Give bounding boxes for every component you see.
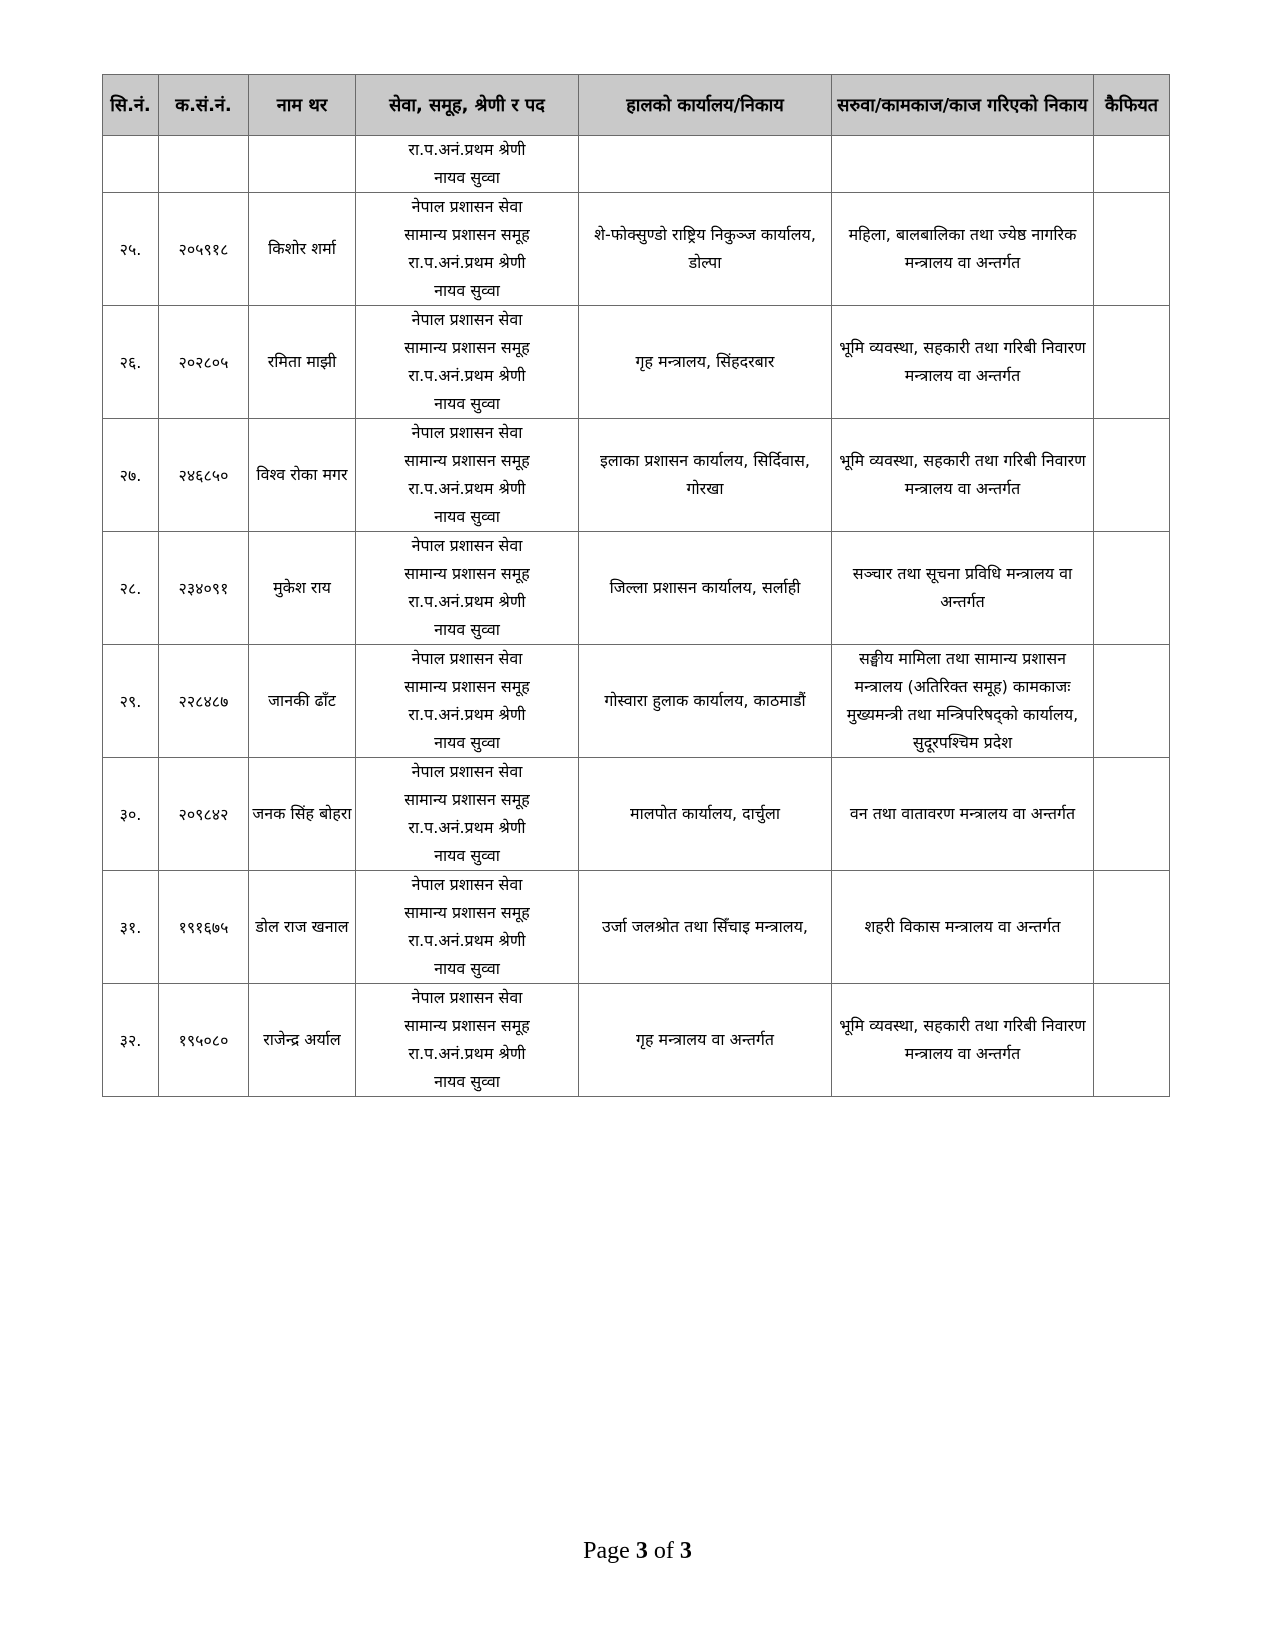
cell-code: २४६८५० xyxy=(159,419,249,532)
table-row xyxy=(103,871,1170,984)
post-line: रा.प.अनं.प्रथम श्रेणी xyxy=(408,705,526,724)
post-line: रा.प.अनं.प्रथम श्रेणी xyxy=(408,253,526,272)
cell-code xyxy=(159,136,249,193)
post-line: नेपाल प्रशासन सेवा xyxy=(411,875,523,894)
post-line: नायव सुव्वा xyxy=(434,394,500,413)
table-row xyxy=(103,193,1170,306)
cell-remarks xyxy=(1094,136,1170,193)
cell-code: २०२८०५ xyxy=(159,306,249,419)
cell-serial: २५. xyxy=(103,193,159,306)
table-row xyxy=(103,758,1170,871)
header-code: क.सं.नं. xyxy=(159,75,249,136)
post-line: नेपाल प्रशासन सेवा xyxy=(411,310,523,329)
header-current-office: हालको कार्यालय/निकाय xyxy=(579,75,832,136)
cell-serial: ३०. xyxy=(103,758,159,871)
header-serial: सि.नं. xyxy=(103,75,159,136)
post-line: सामान्य प्रशासन समूह xyxy=(404,903,530,922)
cell-name: रमिता माझी xyxy=(249,306,356,419)
post-line: सामान्य प्रशासन समूह xyxy=(404,790,530,809)
cell-remarks xyxy=(1094,645,1170,758)
cell-remarks xyxy=(1094,984,1170,1097)
cell-post xyxy=(356,419,579,532)
cell-current-office: गृह मन्त्रालय, सिंहदरबार xyxy=(579,306,832,419)
table-header-row xyxy=(103,75,1170,136)
cell-remarks xyxy=(1094,871,1170,984)
cell-post xyxy=(356,871,579,984)
post-line: सामान्य प्रशासन समूह xyxy=(404,338,530,357)
footer-current-page: 3 xyxy=(635,1538,648,1564)
header-post: सेवा, समूह, श्रेणी र पद xyxy=(356,75,579,136)
post-line: नायव सुव्वा xyxy=(434,620,500,639)
post-line: नेपाल प्रशासन सेवा xyxy=(411,762,523,781)
cell-transfer-office: भूमि व्यवस्था, सहकारी तथा गरिबी निवारण मन्त्रालय वा अन्तर्गत xyxy=(832,419,1094,532)
post-line: रा.प.अनं.प्रथम श्रेणी xyxy=(408,1044,526,1063)
cell-transfer-office: भूमि व्यवस्था, सहकारी तथा गरिबी निवारण मन्त्रालय वा अन्तर्गत xyxy=(832,984,1094,1097)
cell-code: १९५०८० xyxy=(159,984,249,1097)
cell-transfer-office: सङ्घीय मामिला तथा सामान्य प्रशासन मन्त्रालय (अतिरिक्त समूह) कामकाजः मुख्यमन्त्री तथा मन्त्रिपरिषद्को कार्यालय, सुदूरपश्चिम प्रदेश xyxy=(832,645,1094,758)
post-line: नेपाल प्रशासन सेवा xyxy=(411,988,523,1007)
cell-transfer-office: भूमि व्यवस्था, सहकारी तथा गरिबी निवारण मन्त्रालय वा अन्तर्गत xyxy=(832,306,1094,419)
cell-name: विश्व रोका मगर xyxy=(249,419,356,532)
cell-name: जानकी ढाँट xyxy=(249,645,356,758)
post-line: नायव सुव्वा xyxy=(434,733,500,752)
cell-current-office: गोस्वारा हुलाक कार्यालय, काठमाडौं xyxy=(579,645,832,758)
cell-code: १९१६७५ xyxy=(159,871,249,984)
footer-total-pages: 3 xyxy=(679,1538,692,1564)
post-line: नेपाल प्रशासन सेवा xyxy=(411,536,523,555)
cell-serial xyxy=(103,136,159,193)
table-row xyxy=(103,532,1170,645)
cell-code: २२८४८७ xyxy=(159,645,249,758)
cell-remarks xyxy=(1094,306,1170,419)
table-row xyxy=(103,136,1170,193)
post-line: नायव सुव्वा xyxy=(434,168,500,187)
cell-name: मुकेश राय xyxy=(249,532,356,645)
cell-serial: २७. xyxy=(103,419,159,532)
cell-name: राजेन्द्र अर्याल xyxy=(249,984,356,1097)
post-line: नेपाल प्रशासन सेवा xyxy=(411,423,523,442)
cell-current-office: जिल्ला प्रशासन कार्यालय, सर्लाही xyxy=(579,532,832,645)
cell-current-office: इलाका प्रशासन कार्यालय, सिर्दिवास, गोरखा xyxy=(579,419,832,532)
cell-current-office xyxy=(579,136,832,193)
post-line: नायव सुव्वा xyxy=(434,959,500,978)
cell-transfer-office xyxy=(832,136,1094,193)
cell-serial: २६. xyxy=(103,306,159,419)
cell-remarks xyxy=(1094,419,1170,532)
header-remarks: कैफियत xyxy=(1094,75,1170,136)
cell-code: २०५९१८ xyxy=(159,193,249,306)
cell-transfer-office: सञ्चार तथा सूचना प्रविधि मन्त्रालय वा अन्तर्गत xyxy=(832,532,1094,645)
post-line: रा.प.अनं.प्रथम श्रेणी xyxy=(408,592,526,611)
post-line: सामान्य प्रशासन समूह xyxy=(404,1016,530,1035)
cell-transfer-office: महिला, बालबालिका तथा ज्येष्ठ नागरिक मन्त्रालय वा अन्तर्गत xyxy=(832,193,1094,306)
post-line: सामान्य प्रशासन समूह xyxy=(404,225,530,244)
post-line: नायव सुव्वा xyxy=(434,507,500,526)
cell-post xyxy=(356,136,579,193)
table-row xyxy=(103,419,1170,532)
cell-name: डोल राज खनाल xyxy=(249,871,356,984)
cell-post xyxy=(356,645,579,758)
cell-transfer-office: शहरी विकास मन्त्रालय वा अन्तर्गत xyxy=(832,871,1094,984)
table-row xyxy=(103,306,1170,419)
cell-current-office: शे-फोक्सुण्डो राष्ट्रिय निकुञ्ज कार्यालय, डोल्पा xyxy=(579,193,832,306)
cell-post xyxy=(356,532,579,645)
table-row xyxy=(103,645,1170,758)
cell-post xyxy=(356,306,579,419)
post-line: रा.प.अनं.प्रथम श्रेणी xyxy=(408,479,526,498)
cell-post xyxy=(356,984,579,1097)
transfer-table xyxy=(102,74,1170,1097)
post-line: रा.प.अनं.प्रथम श्रेणी xyxy=(408,366,526,385)
cell-serial: २८. xyxy=(103,532,159,645)
post-line: सामान्य प्रशासन समूह xyxy=(404,564,530,583)
post-line: नायव सुव्वा xyxy=(434,1072,500,1091)
post-line: नायव सुव्वा xyxy=(434,846,500,865)
header-transfer-office: सरुवा/कामकाज/काज गरिएको निकाय xyxy=(832,75,1094,136)
cell-serial: २९. xyxy=(103,645,159,758)
post-line: नेपाल प्रशासन सेवा xyxy=(411,649,523,668)
post-line: सामान्य प्रशासन समूह xyxy=(404,451,530,470)
cell-transfer-office: वन तथा वातावरण मन्त्रालय वा अन्तर्गत xyxy=(832,758,1094,871)
post-line: सामान्य प्रशासन समूह xyxy=(404,677,530,696)
cell-remarks xyxy=(1094,532,1170,645)
cell-code: २०९८४२ xyxy=(159,758,249,871)
cell-current-office: मालपोत कार्यालय, दार्चुला xyxy=(579,758,832,871)
cell-name xyxy=(249,136,356,193)
cell-serial: ३१. xyxy=(103,871,159,984)
post-line: नायव सुव्वा xyxy=(434,281,500,300)
cell-current-office: उर्जा जलश्रोत तथा सिँचाइ मन्त्रालय, xyxy=(579,871,832,984)
post-line: नेपाल प्रशासन सेवा xyxy=(411,197,523,216)
cell-remarks xyxy=(1094,193,1170,306)
cell-serial: ३२. xyxy=(103,984,159,1097)
table-row xyxy=(103,984,1170,1097)
cell-post xyxy=(356,193,579,306)
cell-code: २३४०९१ xyxy=(159,532,249,645)
post-line: रा.प.अनं.प्रथम श्रेणी xyxy=(408,931,526,950)
page-footer xyxy=(0,1538,1275,1565)
post-line: रा.प.अनं.प्रथम श्रेणी xyxy=(408,140,526,159)
footer-middle: of xyxy=(647,1538,680,1564)
cell-remarks xyxy=(1094,758,1170,871)
cell-name: किशोर शर्मा xyxy=(249,193,356,306)
header-name: नाम थर xyxy=(249,75,356,136)
cell-name: जनक सिंह बोहरा xyxy=(249,758,356,871)
post-line: रा.प.अनं.प्रथम श्रेणी xyxy=(408,818,526,837)
cell-current-office: गृह मन्त्रालय वा अन्तर्गत xyxy=(579,984,832,1097)
cell-post xyxy=(356,758,579,871)
footer-prefix: Page xyxy=(583,1538,636,1564)
